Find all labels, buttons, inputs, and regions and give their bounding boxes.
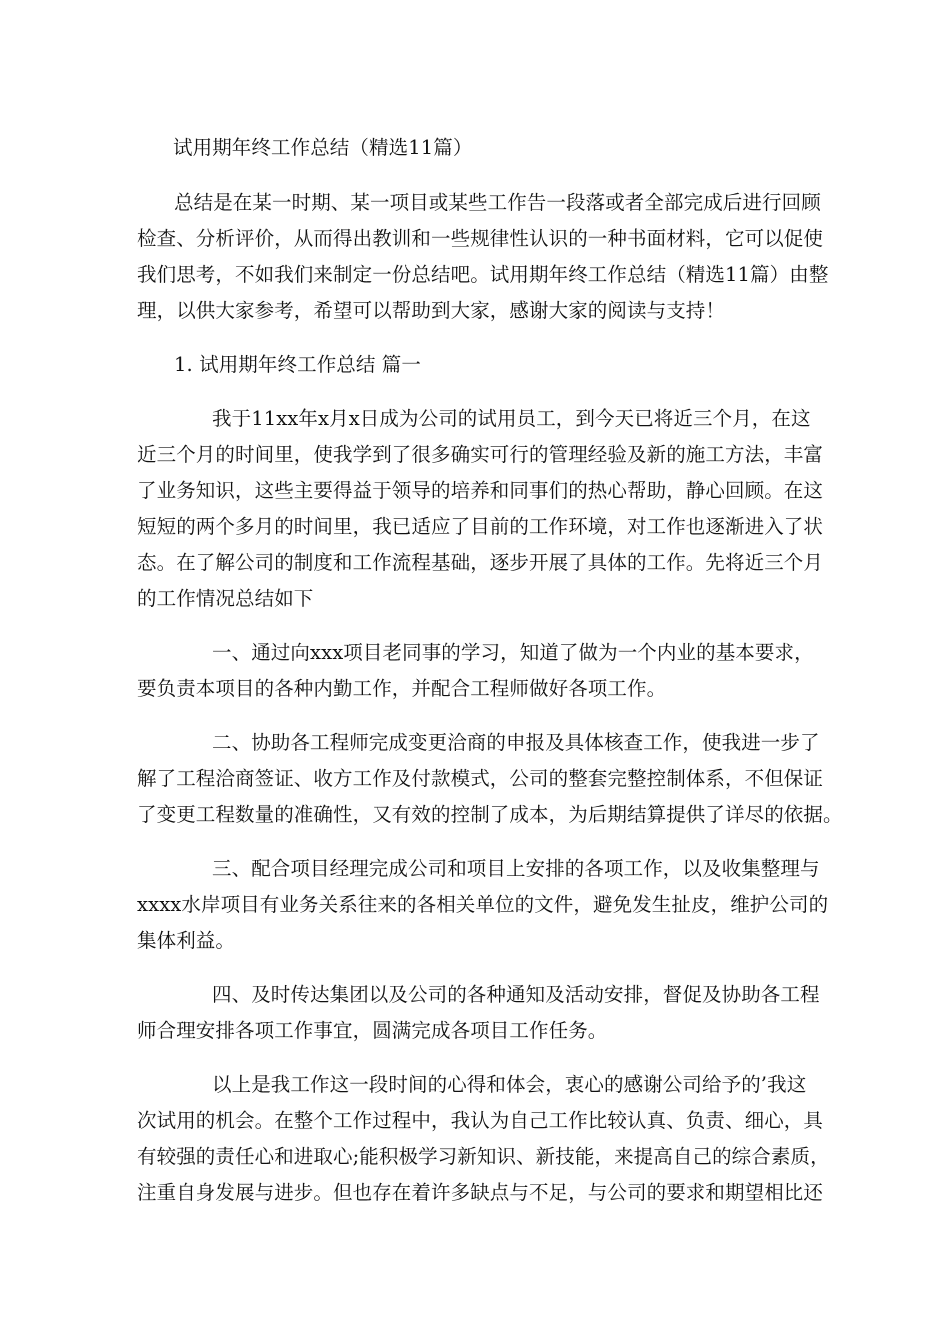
text-line: 注重自身发展与进步。但也存在着许多缺点与不足，与公司的要求和期望相比还 bbox=[137, 1181, 824, 1204]
text-line: 理，以供大家参考，希望可以帮助到大家，感谢大家的阅读与支持！ bbox=[137, 299, 726, 322]
text-line: 次试用的机会。在整个工作过程中，我认为自己工作比较认真、负责、细心，具 bbox=[137, 1109, 824, 1132]
text-line: 我于11xx年x月x日成为公司的试用员工，到今天已将近三个月，在这 bbox=[212, 407, 811, 430]
text-line: xxxx水岸项目有业务关系往来的各相关单位的文件，避免发生扯皮，维护公司的 bbox=[137, 893, 829, 916]
text-line: 解了工程洽商签证、收方工作及付款模式，公司的整套完整控制体系，不但保证 bbox=[137, 767, 824, 790]
text-line: 四、及时传达集团以及公司的各种通知及活动安排，督促及协助各工程 bbox=[212, 983, 820, 1006]
text-line: 短短的两个多月的时间里，我已适应了目前的工作环境，对工作也逐渐进入了状 bbox=[137, 515, 824, 538]
text-line: 三、配合项目经理完成公司和项目上安排的各项工作，以及收集整理与 bbox=[212, 857, 820, 880]
text-line: 了变更工程数量的准确性，又有效的控制了成本，为后期结算提供了详尽的依据。 bbox=[137, 803, 843, 826]
text-line: 了业务知识，这些主要得益于领导的培养和同事们的热心帮助，静心回顾。在这 bbox=[137, 479, 824, 502]
text-line: 二、协助各工程师完成变更洽商的申报及具体核查工作，使我进一步了 bbox=[212, 731, 820, 754]
text-line: 的工作情况总结如下 bbox=[137, 587, 314, 610]
text-line: 近三个月的时间里，使我学到了很多确实可行的管理经验及新的施工方法，丰富 bbox=[137, 443, 824, 466]
text-line: 态。在了解公司的制度和工作流程基础，逐步开展了具体的工作。先将近三个月 bbox=[137, 551, 824, 574]
text-line: 检查、分析评价，从而得出教训和一些规律性认识的一种书面材料，它可以促使 bbox=[137, 227, 824, 250]
document-title: 试用期年终工作总结（精选11篇） bbox=[173, 136, 473, 159]
text-line: 要负责本项目的各种内勤工作，并配合工程师做好各项工作。 bbox=[137, 677, 667, 700]
text-line: 师合理安排各项工作事宜，圆满完成各项目工作任务。 bbox=[137, 1019, 608, 1042]
text-line: 集体利益。 bbox=[137, 929, 236, 952]
text-line: 总结是在某一时期、某一项目或某些工作告一段落或者全部完成后进行回顾 bbox=[174, 191, 821, 214]
text-line: 有较强的责任心和进取心;能积极学习新知识、新技能，来提高自己的综合素质， bbox=[137, 1145, 830, 1168]
text-line: 以上是我工作这一段时间的心得和体会，衷心的感谢公司给予的’我这 bbox=[212, 1073, 807, 1096]
text-line: 一、通过向xxx项目老同事的学习，知道了做为一个内业的基本要求， bbox=[212, 641, 814, 664]
text-line: 我们思考，不如我们来制定一份总结吧。试用期年终工作总结（精选11篇）由整 bbox=[137, 263, 829, 286]
section-heading: 1. 试用期年终工作总结 篇一 bbox=[174, 353, 422, 376]
